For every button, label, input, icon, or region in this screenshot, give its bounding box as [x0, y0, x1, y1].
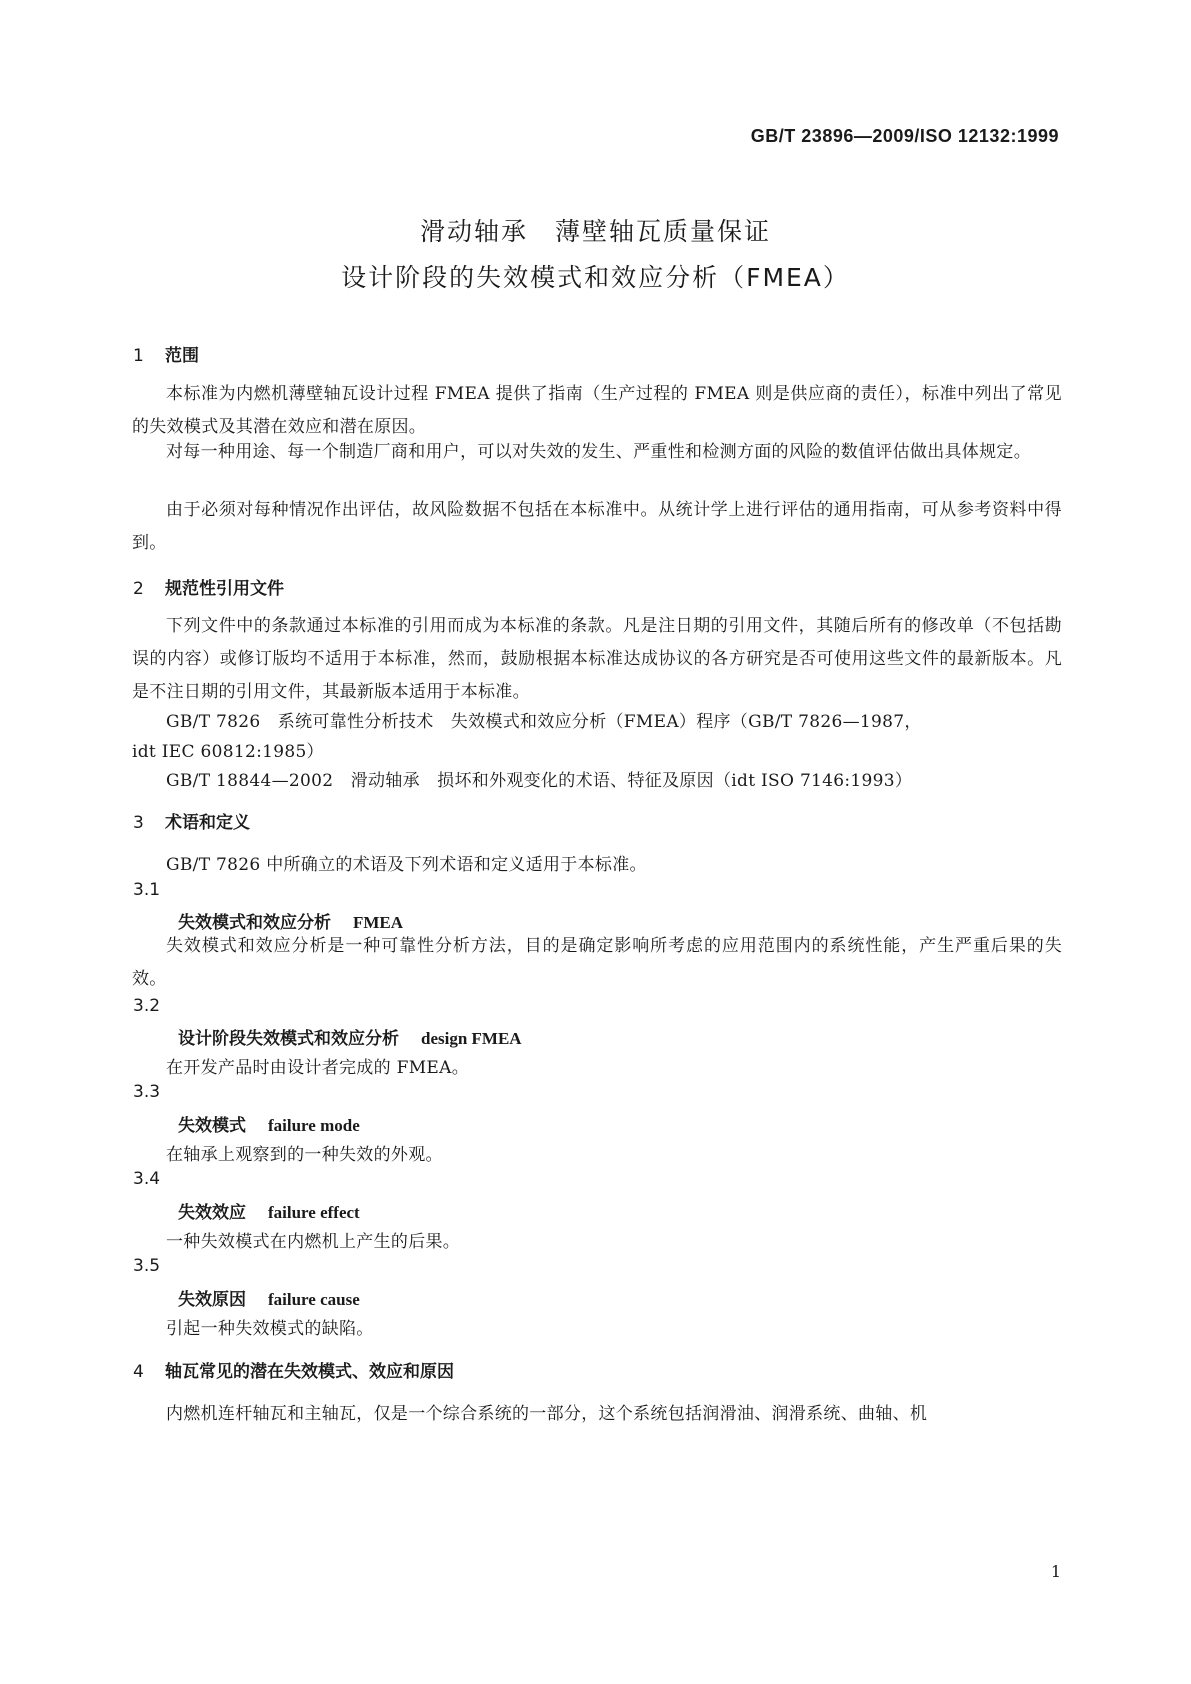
term-en: failure cause — [268, 1290, 360, 1309]
term-en: design FMEA — [421, 1029, 522, 1048]
scope-paragraph-3: 由于必须对每种情况作出评估，故风险数据不包括在本标准中。从统计学上进行评估的通用指南，可从参考资料中得到。 — [132, 500, 1062, 553]
document-title-line2: 设计阶段的失效模式和效应分析（FMEA） — [341, 263, 850, 292]
term-heading — [178, 1285, 360, 1310]
document-title-line1: 滑动轴承 薄壁轴瓦质量保证 — [419, 217, 771, 246]
section-number: 1 — [133, 346, 144, 366]
reference-gbt18844: GB/T 18844—2002 滑动轴承 损坏和外观变化的术语、特征及原因（idt ISO 7146:1993） — [166, 771, 913, 791]
term-definition: 失效模式和效应分析是一种可靠性分析方法，目的是确定影响所考虑的应用范围内的系统性能，产生严重后果的失效。 — [132, 936, 1062, 989]
section-title: 规范性引用文件 — [165, 579, 284, 599]
section-title: 轴瓦常见的潜在失效模式、效应和原因 — [165, 1362, 454, 1382]
term-heading — [178, 1024, 522, 1049]
term-en: failure effect — [268, 1203, 360, 1222]
term-definition: 在轴承上观察到的一种失效的外观。 — [166, 1145, 443, 1165]
reference-gbt7826-line2: idt IEC 60812:1985） — [132, 742, 324, 762]
section-heading-1 — [133, 341, 199, 366]
section-number: 2 — [133, 579, 144, 599]
page-number: 1 — [1050, 1562, 1061, 1581]
term-en: failure mode — [268, 1116, 360, 1135]
term-number: 3.4 — [133, 1169, 161, 1189]
scope-paragraph-2: 对每一种用途、每一个制造厂商和用户，可以对失效的发生、严重性和检测方面的风险的数值评估做出具体规定。 — [166, 442, 1031, 462]
term-number: 3.2 — [133, 996, 161, 1016]
section-number: 4 — [133, 1362, 144, 1382]
term-zh: 失效效应 — [178, 1203, 246, 1223]
section-heading-3 — [133, 808, 250, 833]
term-number: 3.3 — [133, 1082, 161, 1102]
normative-paragraph: 下列文件中的条款通过本标准的引用而成为本标准的条款。凡是注日期的引用文件，其随后所有的修改单（不包括勘误的内容）或修订版均不适用于本标准，然而，鼓励根据本标准达成协议的各方研究是否可使用这些文件的最新版本。凡是不注日期的引用文件，其最新版本适用于本标准。 — [132, 616, 1062, 702]
terms-intro: GB/T 7826 中所确立的术语及下列术语和定义适用于本标准。 — [166, 855, 647, 875]
term-number: 3.5 — [133, 1256, 161, 1276]
section-heading-4 — [133, 1357, 454, 1382]
section-heading-2 — [133, 574, 284, 599]
term-heading — [178, 1111, 360, 1136]
scope-paragraph-1: 本标准为内燃机薄壁轴瓦设计过程 FMEA 提供了指南（生产过程的 FMEA 则是供应商的责任），标准中列出了常见的失效模式及其潜在效应和潜在原因。 — [132, 384, 1062, 437]
section-title: 范围 — [165, 346, 199, 366]
term-zh: 失效模式和效应分析 — [178, 913, 331, 933]
section-number: 3 — [133, 813, 144, 833]
term-zh: 设计阶段失效模式和效应分析 — [178, 1029, 399, 1049]
term-definition: 引起一种失效模式的缺陷。 — [166, 1319, 374, 1339]
term-definition: 一种失效模式在内燃机上产生的后果。 — [166, 1232, 461, 1252]
term-number: 3.1 — [133, 880, 161, 900]
term-zh: 失效模式 — [178, 1116, 246, 1136]
section4-paragraph: 内燃机连杆轴瓦和主轴瓦，仅是一个综合系统的一部分，这个系统包括润滑油、润滑系统、曲轴、机 — [166, 1404, 928, 1424]
term-definition: 在开发产品时由设计者完成的 FMEA。 — [166, 1058, 469, 1078]
section-title: 术语和定义 — [165, 813, 250, 833]
reference-gbt7826-line1: GB/T 7826 系统可靠性分析技术 失效模式和效应分析（FMEA）程序（GB/T 7826—1987， — [166, 712, 922, 732]
standard-code: GB/T 23896—2009/ISO 12132:1999 — [750, 126, 1059, 146]
term-en: FMEA — [353, 913, 404, 932]
term-zh: 失效原因 — [178, 1290, 246, 1310]
term-heading — [178, 1198, 360, 1223]
